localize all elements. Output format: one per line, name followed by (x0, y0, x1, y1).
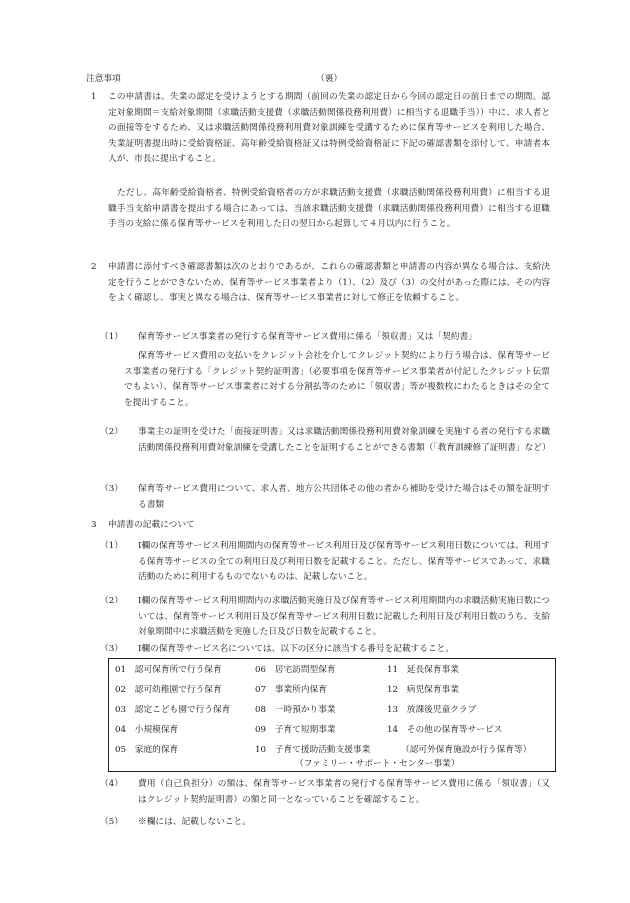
section-2-item-3-body: 保育等サービス費用について、求人者、地方公共団体その他の者から補助を受けた場合はその額を証明する書類 (138, 484, 550, 510)
section-1-number: 1 (91, 92, 97, 102)
category-10: 10 子育て援助活動支援事業 (255, 745, 371, 755)
category-07: 07 事業所内保育 (255, 685, 327, 695)
category-04: 04 小規模保育 (115, 725, 179, 735)
section-2-item-1-number: （1） (100, 332, 123, 342)
section-3-title: 申請書の記載について (108, 520, 195, 530)
category-01: 01 認可保育所で行う保育 (115, 665, 222, 675)
section-3-item-2-number: （2） (100, 596, 123, 606)
category-10-note: （ファミリー・サポート・センター事業） (295, 759, 460, 769)
section-2-item-1-body: 保育等サービス費用の支払いをクレジット会社を介してクレジット契約により行う場合は、保育等サービス事業者の発行する「クレジット契約証明書」（必要事項を保育等サービス事業者が付記したクレジット伝票でもよい）、保育等サービス事業者に対する分割払等のために「領収書」等が複数枚にわたるときはその全てを提出すること。 (124, 351, 550, 408)
section-2-item-2-number: （2） (100, 427, 123, 437)
page-header (86, 72, 570, 88)
category-14-note: （認可外保育施設が行う保育等） (401, 745, 532, 755)
reverse-side-label: （裏） (316, 74, 343, 84)
category-08: 08 一時預かり事業 (255, 705, 336, 715)
section-2-item-1-title: 保育等サービス事業者の発行する保育等サービス費用に係る「領収書」又は「契約書」 (138, 332, 477, 342)
section-3-number: 3 (91, 520, 97, 530)
section-2-paragraph: 申請書に添付すべき確認書類は次のとおりであるが、これらの確認書類と申請書の内容が異なる場合は、支給決定を行うことができないため、保育等サービス事業者より（1）、（2）及び（3）の交付があった際には、その内容をよく確認し、事実と異なる場合は、保育等サービス事業者に対して修正を依頼すること。 (108, 262, 550, 304)
section-3-item-4-number: （4） (100, 779, 123, 789)
category-02: 02 認可幼稚園で行う保育 (115, 685, 222, 695)
section-2-item-2-body: 事業主の証明を受けた「面接証明書」又は求職活動関係役務利用費対象訓練を実施する者の発行する求職活動関係役務利用費対象訓練を受講したことを証明することができる書類（「教育訓練修了証明書」など） (138, 427, 551, 453)
section-2-number: 2 (91, 262, 97, 272)
category-05: 05 家庭的保育 (115, 745, 179, 755)
section-3-item-1-body: Ⅰ欄の保育等サービス利用期間内の保育等サービス利用日及び保育等サービス利用日数については、利用する保育等サービスの全ての利用日及び利用日数を記載すること。ただし、保育等サービスであって、求職活動のために利用するものでないものは、記載しないこと。 (138, 541, 550, 583)
section-3-item-5-number: （5） (100, 817, 123, 827)
section-3-item-1-number: （1） (100, 541, 123, 551)
section-3-item-5-body: ※欄には、記載しないこと。 (138, 817, 251, 827)
category-12: 12 病児保育事業 (387, 685, 459, 695)
category-03: 03 認定こども園で行う保育 (115, 705, 231, 715)
section-3-item-3-number: （3） (100, 644, 123, 654)
section-1-paragraph: この申請書は、失業の認定を受けようとする期間（前回の失業の認定日から今回の認定日の前日までの期間。認定対象期間＝支給対象期間（求職活動支援費（求職活動関係役務利用費）に相当する退職手当））中に、求人者との面接等をするため、又は求職活動関係役務利用費対象訓練を受講するために保育等サービスを利用した場合、失業証明書提出時に受給資格証、高年齢受給資格証又は特例受給資格証に下記の確認書類を添付して、申請者本人が、市長に提出すること。 (108, 92, 550, 165)
notes-title: 注意事項 (86, 74, 121, 84)
category-13: 13 放課後児童クラブ (387, 705, 477, 715)
section-1-proviso: ただし、高年齢受給資格者、特例受給資格者の方が求職活動支援費（求職活動関係役務利用費）に相当する退職手当支給申請書を提出する場合にあっては、当該求職活動支援費（求職活動関係役務利用費）に相当する退職手当の支給に係る保育等サービスを利用した日の翌日から起算して４月以内に行うこと。 (108, 188, 550, 230)
section-3-item-2-body: Ⅰ欄の保育等サービス利用期間内の求職活動実施日及び保育等サービス利用期間内の求職活動実施日数については、保育等サービス利用日及び保育等サービス利用日数に記載した利用日及び利用日数のうち、支給対象期間中に求職活動を実施した日及び日数を記載すること。 (138, 596, 550, 638)
category-14: 14 その他の保育等サービス (387, 725, 503, 735)
category-06: 06 居宅訪問型保育 (255, 665, 336, 675)
category-11: 11 延長保育事業 (387, 665, 459, 675)
section-2-item-3-number: （3） (100, 484, 123, 494)
category-09: 09 子育て短期事業 (255, 725, 336, 735)
section-3-item-4-body: 費用（自己負担分）の額は、保育等サービス事業者の発行する保育等サービス費用に係る「領収書」（又はクレジット契約証明書）の額と同一となっていることを確認すること。 (138, 779, 550, 805)
service-category-table (108, 658, 556, 772)
section-3-item-3-body: Ⅰ欄の保育等サービス名については、以下の区分に該当する番号を記載すること。 (138, 644, 455, 654)
